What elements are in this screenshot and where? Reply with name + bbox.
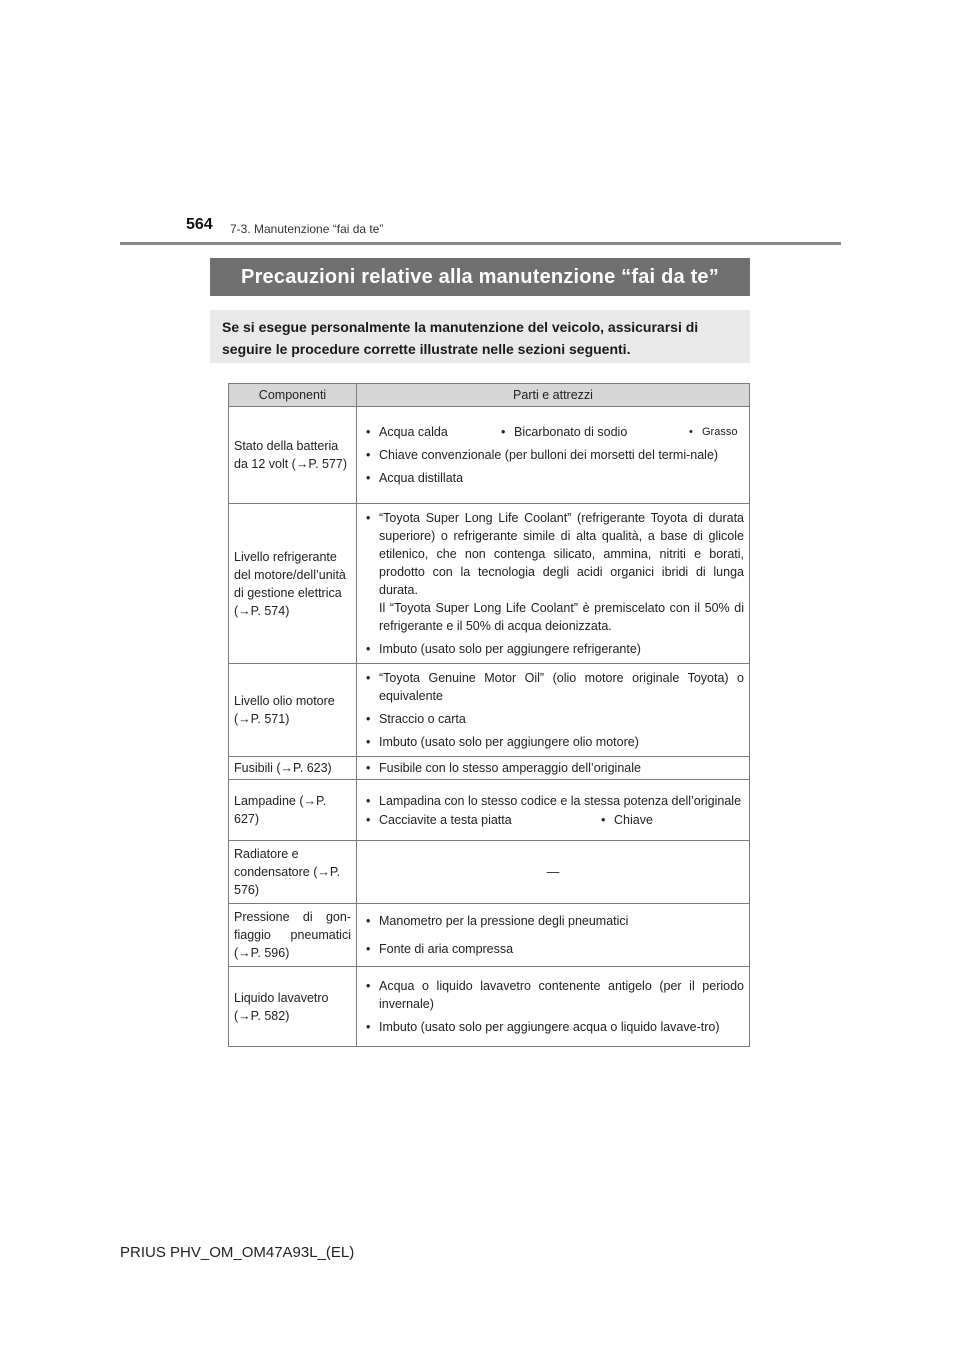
parts-cell xyxy=(357,407,750,504)
parts-list xyxy=(362,792,744,810)
list-item: • Straccio o carta xyxy=(362,710,744,728)
table-row xyxy=(229,841,750,904)
parts-cell xyxy=(357,967,750,1047)
list-item: • “Toyota Genuine Motor Oil” (olio motore originale Toyota) o equivalente xyxy=(362,669,744,705)
page-title: Precauzioni relative alla manutenzione “fai da te” xyxy=(210,258,750,296)
coolant-description: “Toyota Super Long Life Coolant” (refrigerante Toyota di durata superiore) o refrigerante simile di alta qualità, a base di glicole etilenico, che non contenga silicato, ammina, nitriti e borati, prodotto con la tecnologia degli acidi organici ibridi di lunga durata. xyxy=(379,511,744,597)
parts-cell xyxy=(357,780,750,841)
parts-list xyxy=(362,446,744,487)
list-item: • Acqua calda xyxy=(362,423,497,441)
header-componenti: Componenti xyxy=(229,384,357,407)
header-parti: Parti e attrezzi xyxy=(357,384,750,407)
page-number: 564 xyxy=(186,216,213,233)
parts-cell xyxy=(357,757,750,780)
table-row xyxy=(229,967,750,1047)
list-item: • Chiave xyxy=(597,811,653,829)
parts-list xyxy=(362,912,744,958)
header-rule xyxy=(120,242,841,245)
list-item: • Chiave convenzionale (per bulloni dei morsetti del termi-nale) xyxy=(362,446,744,464)
component-cell: Radiatore e condensatore (→P. 576) xyxy=(229,841,357,904)
inline-items xyxy=(362,423,744,441)
list-item: • Acqua distillata xyxy=(362,469,744,487)
component-cell: Livello refrigerante del motore/dell’unità di gestione elettrica (→P. 574) xyxy=(229,504,357,664)
list-item: • Imbuto (usato solo per aggiungere acqua o liquido lavave-tro) xyxy=(362,1018,744,1036)
section-path: 7-3. Manutenzione “fai da te” xyxy=(230,222,384,236)
parts-cell xyxy=(357,664,750,757)
list-item: • Bicarbonato di sodio xyxy=(497,423,685,441)
list-item: • Cacciavite a testa piatta xyxy=(362,811,597,829)
parts-list xyxy=(362,509,744,658)
component-cell: Stato della batteria da 12 volt (→P. 577) xyxy=(229,407,357,504)
component-cell: Liquido lavavetro (→P. 582) xyxy=(229,967,357,1047)
list-item: • Fonte di aria compressa xyxy=(362,940,744,958)
component-cell: Pressione di gon-fiaggio pneumatici (→P. 596) xyxy=(229,904,357,967)
component-cell: Lampadine (→P. 627) xyxy=(229,780,357,841)
list-item: • Lampadina con lo stesso codice e la stessa potenza dell’originale xyxy=(362,792,744,810)
table-row xyxy=(229,757,750,780)
list-item: • Imbuto (usato solo per aggiungere olio motore) xyxy=(362,733,744,751)
table-row xyxy=(229,664,750,757)
intro-box: Se si esegue personalmente la manutenzione del veicolo, assicurarsi di seguire le procedure corrette illustrate nelle sezioni seguenti. xyxy=(210,310,750,363)
component-cell: Fusibili (→P. 623) xyxy=(229,757,357,780)
list-item: • Acqua o liquido lavavetro contenente antigelo (per il periodo invernale) xyxy=(362,977,744,1013)
inline-items xyxy=(362,811,744,829)
parts-list xyxy=(362,759,744,777)
coolant-note: Il “Toyota Super Long Life Coolant” è premiscelato con il 50% di refrigerante e il 50% di acqua deionizzata. xyxy=(379,601,744,633)
table-row xyxy=(229,904,750,967)
footer-doc-id: PRIUS PHV_OM_OM47A93L_(EL) xyxy=(120,1244,355,1261)
table-header-row xyxy=(229,384,750,407)
list-item: • Manometro per la pressione degli pneumatici xyxy=(362,912,744,930)
list-item xyxy=(362,509,744,635)
parts-cell: — xyxy=(357,841,750,904)
table-row xyxy=(229,780,750,841)
table-row xyxy=(229,504,750,664)
parts-table xyxy=(228,383,750,1047)
list-item: • Fusibile con lo stesso amperaggio dell’originale xyxy=(362,759,744,777)
parts-list xyxy=(362,977,744,1036)
table-row xyxy=(229,407,750,504)
parts-cell xyxy=(357,504,750,664)
list-item: • Grasso xyxy=(685,423,737,441)
parts-cell xyxy=(357,904,750,967)
component-cell: Livello olio motore (→P. 571) xyxy=(229,664,357,757)
parts-list xyxy=(362,669,744,751)
list-item: • Imbuto (usato solo per aggiungere refrigerante) xyxy=(362,640,744,658)
